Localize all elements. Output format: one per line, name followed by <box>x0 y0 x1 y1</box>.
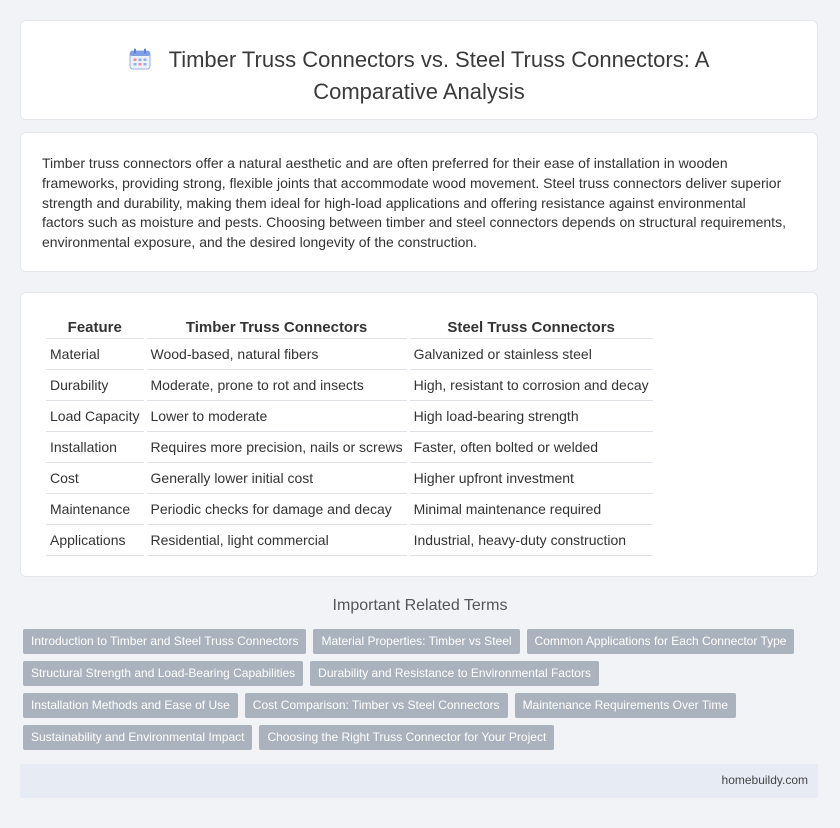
comparison-card <box>20 292 818 577</box>
comparison-table <box>43 317 656 556</box>
table-row <box>46 432 653 463</box>
feature-cell: Maintenance <box>46 494 144 525</box>
timber-cell: Periodic checks for damage and decay <box>147 494 407 525</box>
related-terms-heading: Important Related Terms <box>332 597 508 614</box>
table-row <box>46 401 653 432</box>
timber-cell: Lower to moderate <box>147 401 407 432</box>
steel-cell: Faster, often bolted or welded <box>410 432 653 463</box>
feature-cell: Cost <box>46 463 144 494</box>
related-term-tag[interactable]: Installation Methods and Ease of Use <box>23 693 238 718</box>
footer <box>20 764 818 798</box>
header-steel: Steel Truss Connectors <box>410 317 653 339</box>
intro-card <box>20 132 818 272</box>
steel-cell: Industrial, heavy-duty construction <box>410 525 653 556</box>
related-term-tag[interactable]: Material Properties: Timber vs Steel <box>313 629 519 654</box>
feature-cell: Durability <box>46 370 144 401</box>
timber-cell: Moderate, prone to rot and insects <box>147 370 407 401</box>
table-row <box>46 339 653 370</box>
steel-cell: Minimal maintenance required <box>410 494 653 525</box>
related-term-tag[interactable]: Structural Strength and Load-Bearing Capabilities <box>23 661 303 686</box>
related-term-tag[interactable]: Common Applications for Each Connector Type <box>527 629 795 654</box>
related-term-tag[interactable]: Introduction to Timber and Steel Truss Connectors <box>23 629 306 654</box>
table-row <box>46 370 653 401</box>
steel-cell: Galvanized or stainless steel <box>410 339 653 370</box>
timber-cell: Generally lower initial cost <box>147 463 407 494</box>
steel-cell: Higher upfront investment <box>410 463 653 494</box>
title-card <box>20 20 818 120</box>
feature-cell: Applications <box>46 525 144 556</box>
timber-cell: Requires more precision, nails or screws <box>147 432 407 463</box>
table-row <box>46 525 653 556</box>
feature-cell: Installation <box>46 432 144 463</box>
feature-cell: Material <box>46 339 144 370</box>
timber-cell: Wood-based, natural fibers <box>147 339 407 370</box>
feature-cell: Load Capacity <box>46 401 144 432</box>
page-title <box>21 45 817 106</box>
steel-cell: High load-bearing strength <box>410 401 653 432</box>
footer-site-link[interactable]: homebuildy.com <box>721 773 808 787</box>
header-timber: Timber Truss Connectors <box>147 317 407 339</box>
related-term-tag[interactable]: Durability and Resistance to Environmental Factors <box>310 661 599 686</box>
steel-cell: High, resistant to corrosion and decay <box>410 370 653 401</box>
title-line-1: Timber Truss Connectors vs. Steel Truss Connectors: A <box>168 47 710 72</box>
timber-cell: Residential, light commercial <box>147 525 407 556</box>
intro-paragraph: Timber truss connectors offer a natural aesthetic and are often preferred for their ease of installation in wooden frameworks, providing strong, flexible joints that accommodate wood movement. Steel truss connectors deliver superior strength and durability, making them ideal for high-load applications and offering resistance against environmental factors such as moisture and pests. Choosing between timber and steel connectors depends on structural requirements, environmental exposure, and the desired longevity of the construction. <box>42 155 786 251</box>
header-feature: Feature <box>46 317 144 339</box>
related-term-tag[interactable]: Maintenance Requirements Over Time <box>515 693 736 718</box>
related-terms-list <box>23 629 823 757</box>
calendar-icon <box>129 48 151 77</box>
title-line-2: Comparative Analysis <box>313 79 525 104</box>
related-term-tag[interactable]: Cost Comparison: Timber vs Steel Connectors <box>245 693 508 718</box>
related-term-tag[interactable]: Sustainability and Environmental Impact <box>23 725 252 750</box>
related-term-tag[interactable]: Choosing the Right Truss Connector for Your Project <box>259 725 554 750</box>
table-row <box>46 494 653 525</box>
table-row <box>46 463 653 494</box>
table-header-row <box>46 317 653 339</box>
